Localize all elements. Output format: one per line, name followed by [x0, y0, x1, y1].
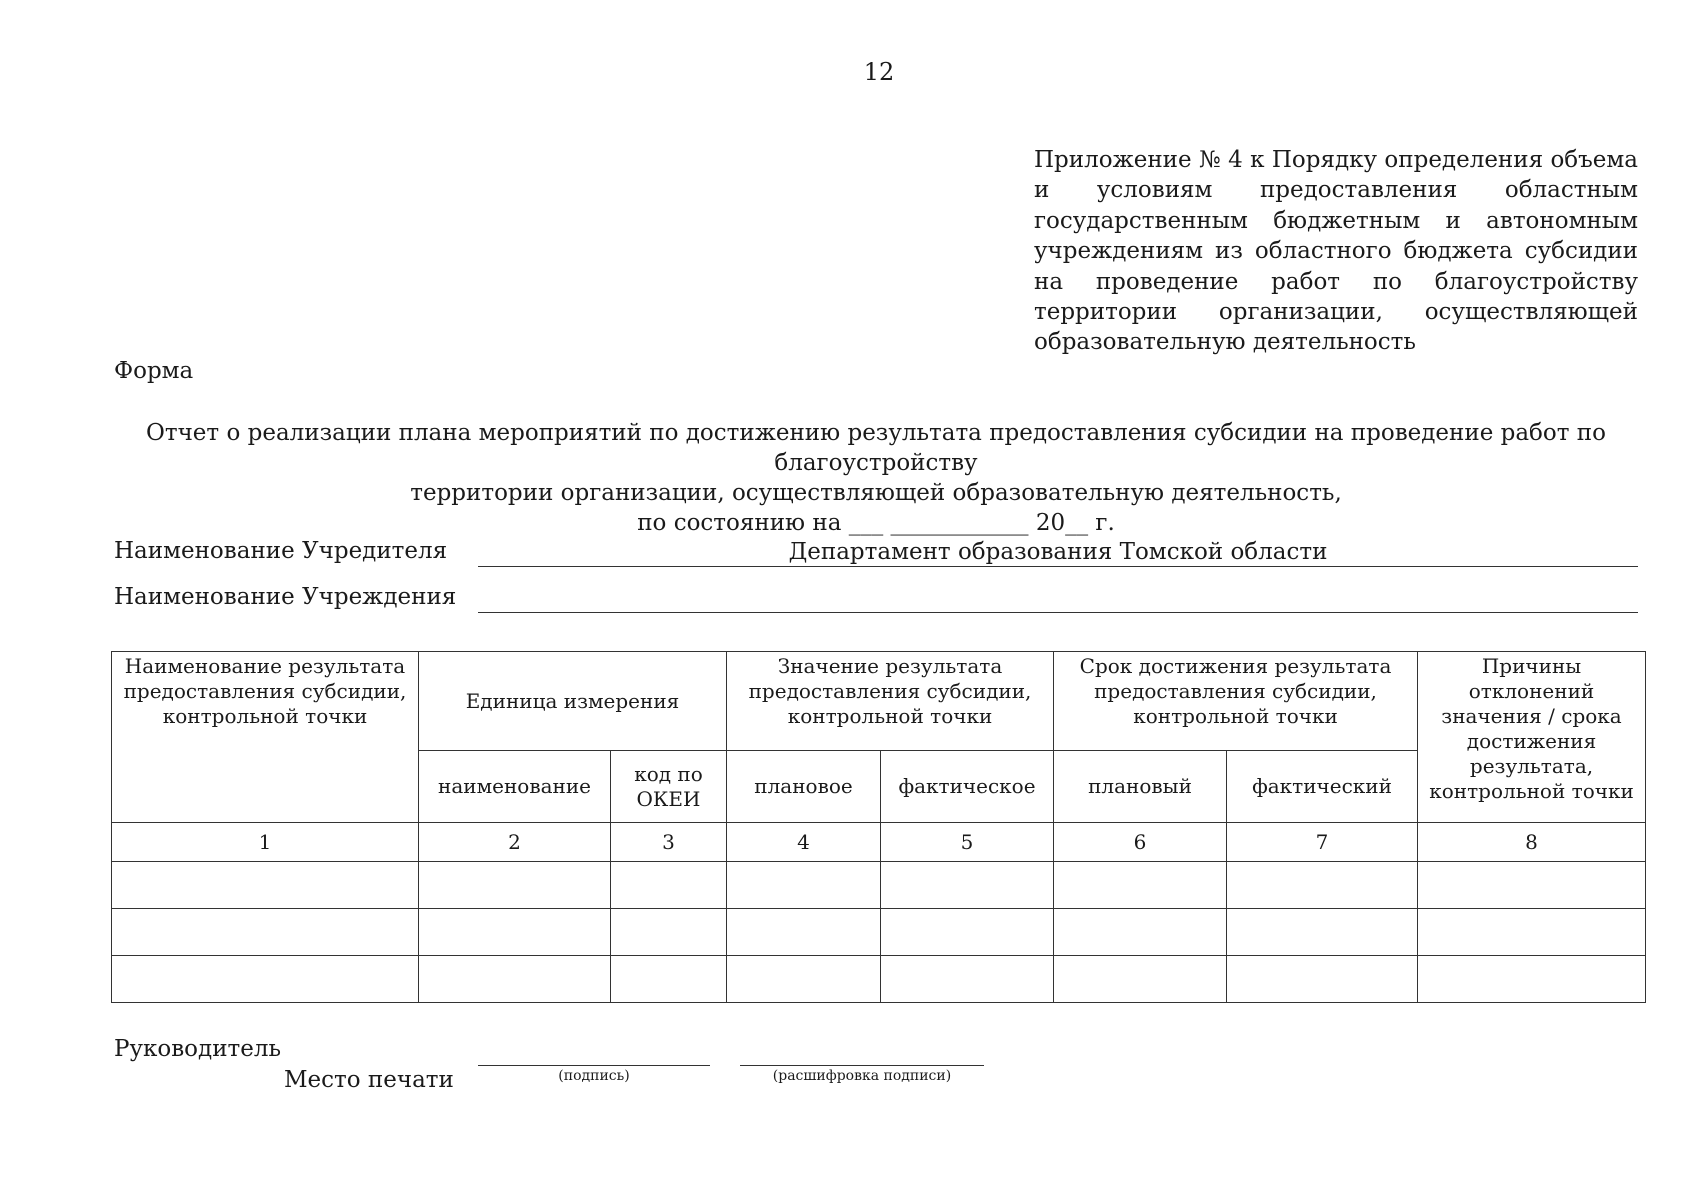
table-cell[interactable] — [611, 909, 727, 956]
table-cell[interactable] — [611, 862, 727, 909]
column-number: 7 — [1227, 823, 1418, 862]
header-result-name: Наименование результата предоставления субсидии, контрольной точки — [112, 652, 419, 823]
page-number: 12 — [863, 58, 895, 86]
founder-field[interactable]: Департамент образования Томской области — [478, 538, 1638, 567]
stamp-label: Место печати — [284, 1067, 454, 1093]
table-cell[interactable] — [727, 862, 881, 909]
column-number: 6 — [1054, 823, 1227, 862]
table-cell[interactable] — [1418, 956, 1646, 1003]
column-number: 8 — [1418, 823, 1646, 862]
institution-label: Наименование Учреждения — [114, 584, 457, 610]
table-row — [112, 862, 1646, 909]
table-cell[interactable] — [1418, 909, 1646, 956]
table-cell[interactable] — [1054, 956, 1227, 1003]
table-cell[interactable] — [419, 956, 611, 1003]
institution-field[interactable] — [478, 584, 1638, 613]
founder-label: Наименование Учредителя — [114, 538, 448, 564]
signature-decoding-caption: (расшифровка подписи) — [772, 1068, 952, 1084]
column-number: 5 — [881, 823, 1054, 862]
table-row — [112, 909, 1646, 956]
table-cell[interactable] — [881, 862, 1054, 909]
column-number: 3 — [611, 823, 727, 862]
appendix-note: Приложение № 4 к Порядку определения объема и условиям предоставления областным государственным бюджетным и автономным учреждениям из областного бюджета субсидии на проведение работ по благоустройству территории организации, осуществляющей образовательную деятельность — [1034, 147, 1638, 356]
report-table — [111, 651, 1646, 1003]
table-cell[interactable] — [1418, 862, 1646, 909]
table-cell[interactable] — [1054, 862, 1227, 909]
column-number: 4 — [727, 823, 881, 862]
report-title-line-3: по состоянию на ___ ____________ 20__ г. — [637, 510, 1115, 536]
column-number: 1 — [112, 823, 419, 862]
head-label: Руководитель — [114, 1036, 281, 1062]
table-cell[interactable] — [112, 862, 419, 909]
table-cell[interactable] — [1054, 909, 1227, 956]
table-cell[interactable] — [1227, 862, 1418, 909]
header-deadline-fact: фактический — [1227, 751, 1418, 823]
form-label: Форма — [114, 358, 194, 384]
table-cell[interactable] — [727, 909, 881, 956]
header-unit: Единица измерения — [419, 652, 727, 751]
header-value-fact: фактическое — [881, 751, 1054, 823]
header-unit-code: код по ОКЕИ — [611, 751, 727, 823]
report-title — [114, 418, 1638, 538]
table-row — [112, 956, 1646, 1003]
signature-caption: (подпись) — [558, 1068, 630, 1084]
table-cell[interactable] — [727, 956, 881, 1003]
table-cell[interactable] — [419, 909, 611, 956]
table-cell[interactable] — [611, 956, 727, 1003]
table-cell[interactable] — [1227, 956, 1418, 1003]
table-cell[interactable] — [881, 909, 1054, 956]
header-unit-name: наименование — [419, 751, 611, 823]
header-reasons: Причины отклонений значения / срока достижения результата, контрольной точки — [1418, 652, 1646, 823]
table-cell[interactable] — [419, 862, 611, 909]
table-cell[interactable] — [1227, 909, 1418, 956]
header-value: Значение результата предоставления субсидии, контрольной точки — [727, 652, 1054, 751]
table-cell[interactable] — [881, 956, 1054, 1003]
signature-line[interactable] — [478, 1065, 710, 1066]
header-deadline-plan: плановый — [1054, 751, 1227, 823]
header-value-plan: плановое — [727, 751, 881, 823]
table-cell[interactable] — [112, 956, 419, 1003]
table-cell[interactable] — [112, 909, 419, 956]
header-deadline: Срок достижения результата предоставления субсидии, контрольной точки — [1054, 652, 1418, 751]
column-number-row — [112, 823, 1646, 862]
report-title-line-1: Отчет о реализации плана мероприятий по достижению результата предоставления субсидии на проведение работ по благоустройству — [146, 420, 1606, 476]
column-number: 2 — [419, 823, 611, 862]
signature-decoding-line[interactable] — [740, 1065, 984, 1066]
report-title-line-2: территории организации, осуществляющей образовательную деятельность, — [410, 480, 1342, 506]
